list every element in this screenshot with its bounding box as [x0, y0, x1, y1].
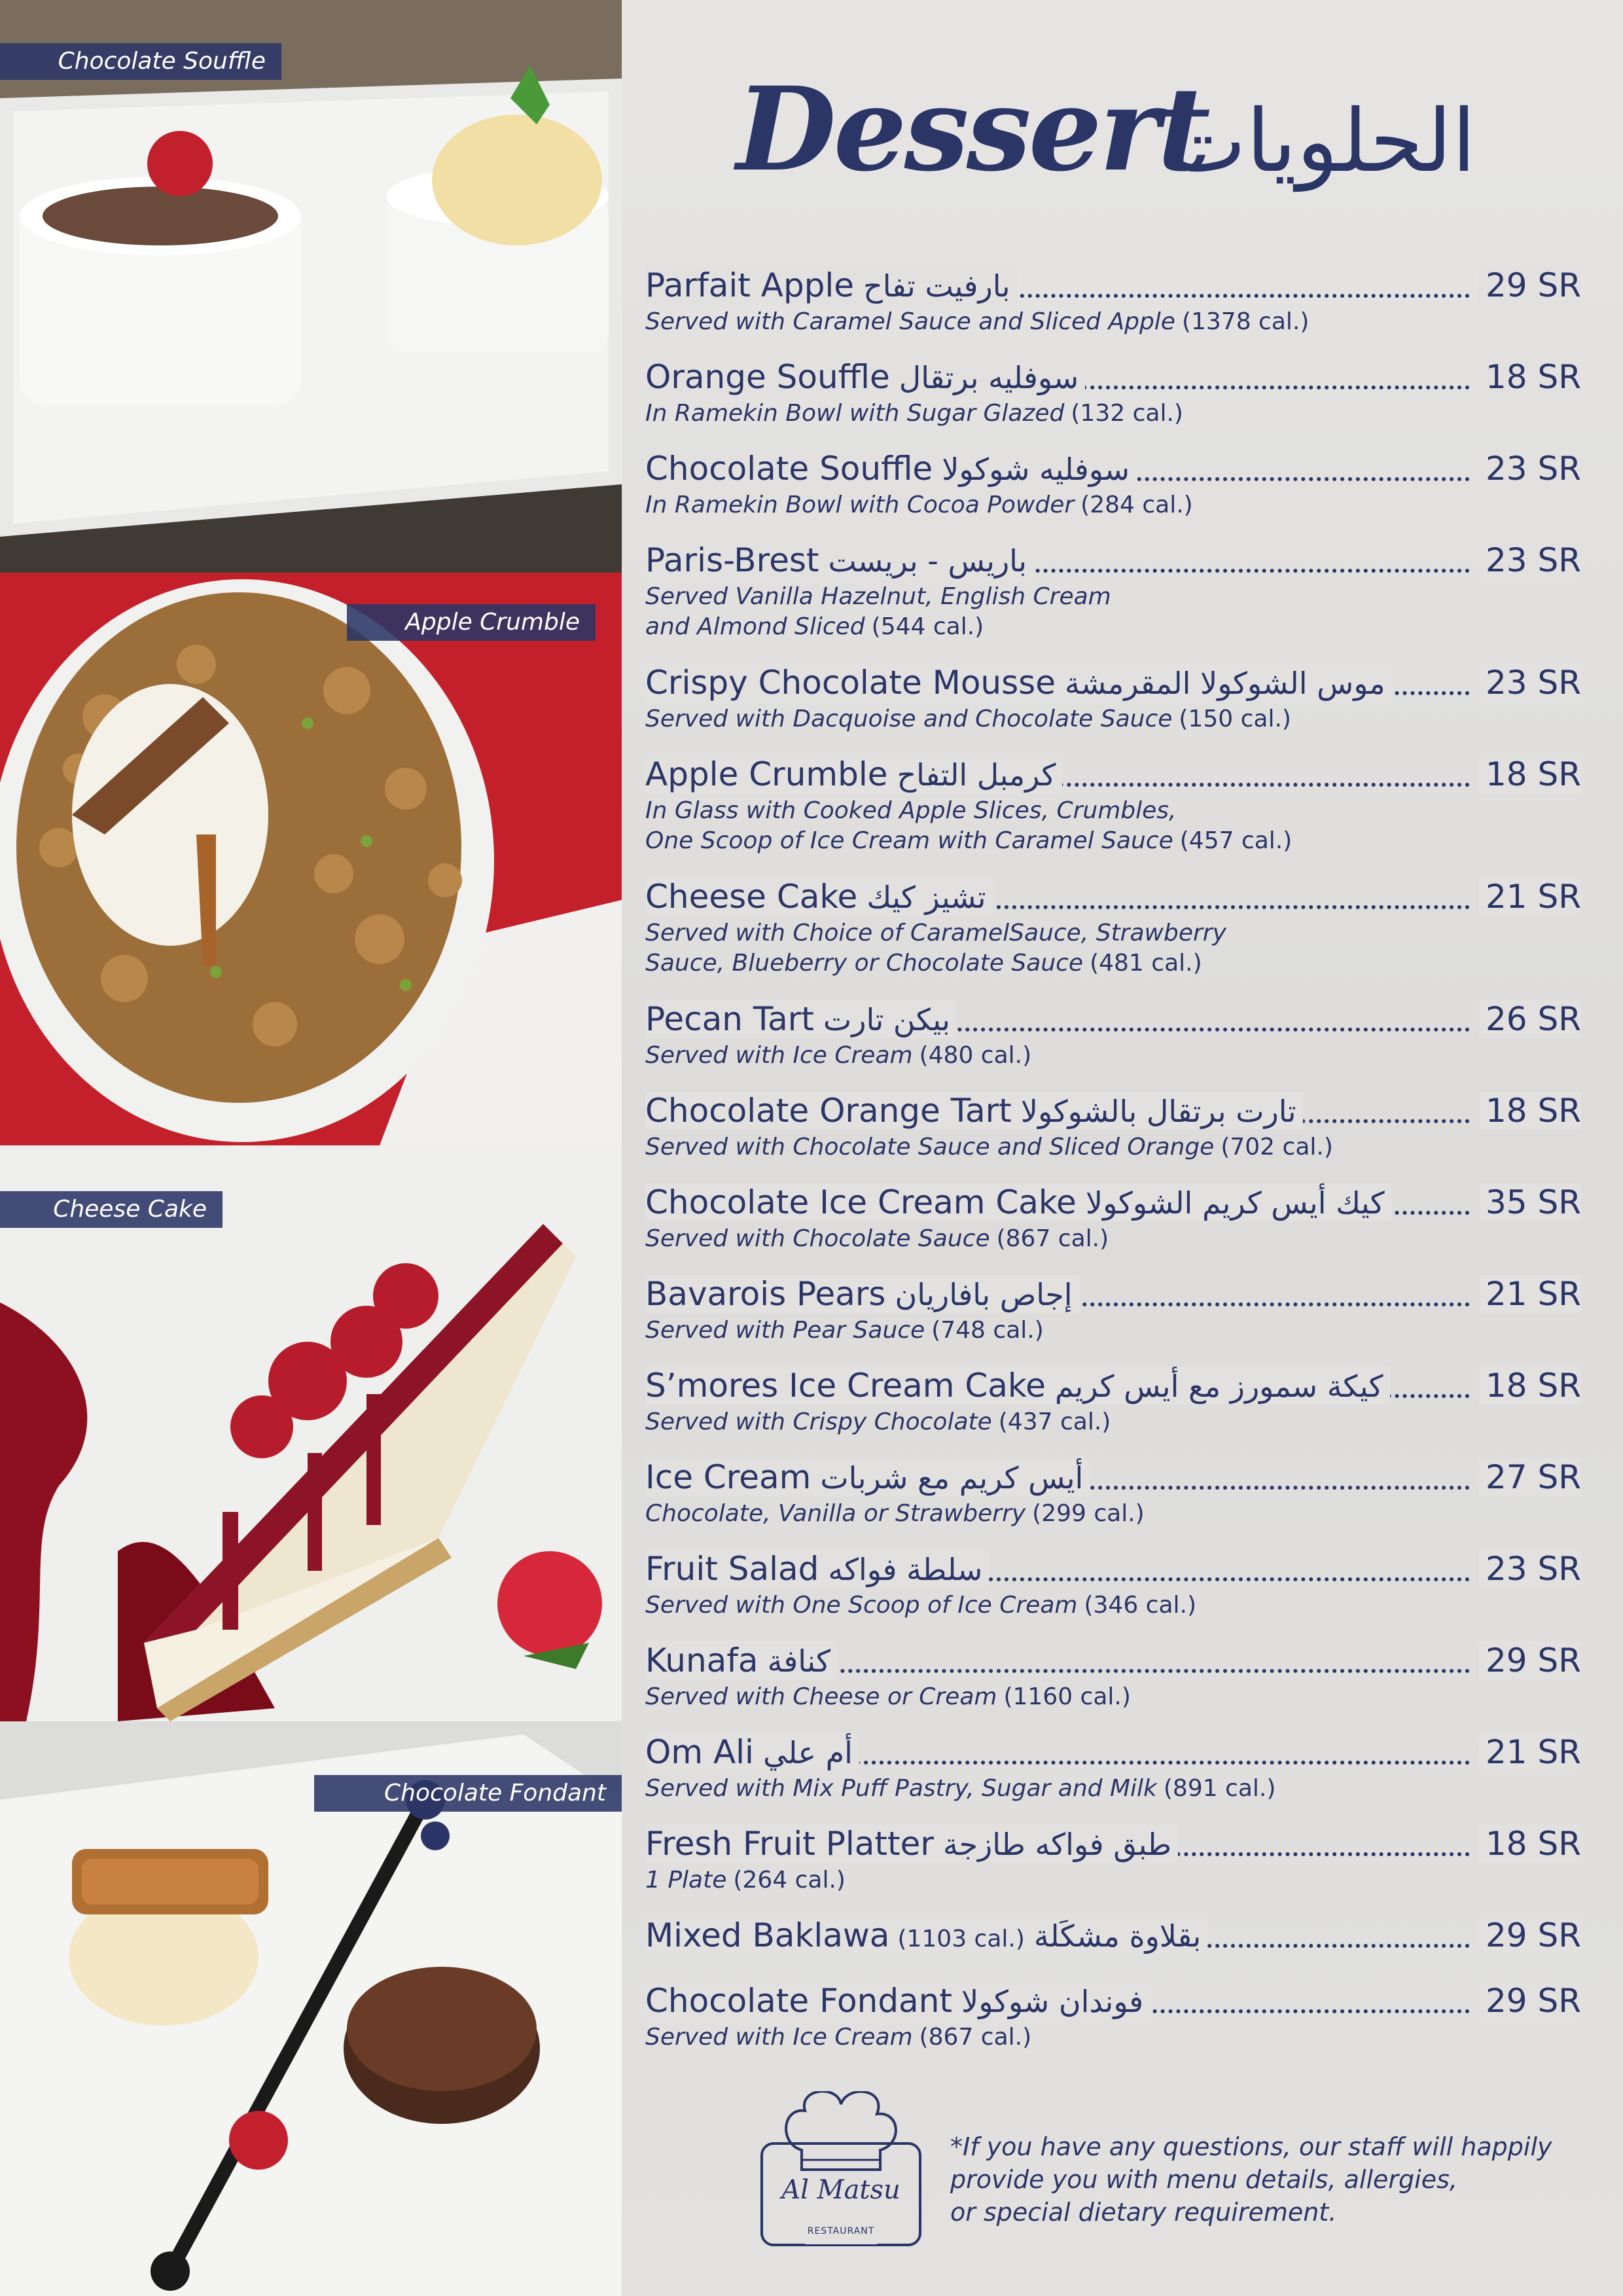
menu-item-name: Paris-Brest — [645, 541, 819, 579]
logo-subtext: RESTAURANT — [807, 2226, 875, 2236]
menu-item-name: Cheese Cake — [645, 878, 858, 916]
menu-item-title — [645, 1550, 989, 1588]
menu-item-name: Om Ali — [645, 1733, 754, 1771]
menu-item-calories: (264 cal.) — [733, 1867, 846, 1893]
menu-item-line — [645, 875, 1581, 918]
menu-item-name-arabic: تشيز كيك — [866, 880, 986, 915]
menu-item-price: 18 SR — [1479, 1367, 1581, 1405]
menu-item-description — [645, 1774, 1581, 1804]
menu-item-calories: (437 cal.) — [998, 1408, 1111, 1435]
menu-item-title — [645, 1458, 1090, 1496]
menu-item-description — [645, 582, 1581, 612]
menu-item-name: Ice Cream — [645, 1458, 812, 1496]
menu-item-price: 18 SR — [1479, 1825, 1581, 1863]
description-text: Served with Cheese or Cream — [645, 1683, 997, 1710]
menu-item-name-arabic: طبق فواكه طازجة — [942, 1827, 1172, 1862]
description-text: Served with Chocolate Sauce — [645, 1225, 990, 1252]
description-text: In Ramekin Bowl with Cocoa Powder — [645, 492, 1075, 518]
menu-item-name-arabic: كرمبل التفاح — [897, 757, 1056, 793]
menu-item-title — [645, 266, 1017, 304]
description-text: Served with Ice Cream — [645, 2024, 913, 2051]
menu-item-description — [645, 1682, 1581, 1712]
menu-item-description — [645, 1224, 1581, 1254]
menu-item-title — [645, 755, 1062, 793]
menu-item-name-arabic: كيك أيس كريم الشوكولا — [1085, 1185, 1385, 1221]
description-text: Served with Mix Puff Pastry, Sugar and Milk — [645, 1775, 1157, 1802]
menu-item-calories: (702 cal.) — [1221, 1134, 1333, 1160]
menu-item-calories: (346 cal.) — [1084, 1592, 1197, 1619]
menu-item-name-arabic: سلطة فواكه — [828, 1552, 983, 1587]
menu-item-line — [645, 1089, 1581, 1132]
menu-item-name: Orange Souffle — [645, 358, 890, 396]
menu-item — [645, 875, 1581, 978]
menu-item-line — [645, 997, 1581, 1041]
menu-item-description — [645, 1316, 1581, 1346]
menu-item-name: Kunafa — [645, 1641, 758, 1679]
menu-item-price: 23 SR — [1479, 1550, 1581, 1588]
menu-item-line — [645, 539, 1581, 582]
menu-item-line — [645, 1639, 1581, 1682]
menu-item-name: Fresh Fruit Platter — [645, 1825, 934, 1863]
description-text: Served with One Scoop of Ice Cream — [645, 1592, 1078, 1619]
photo-label: Cheese Cake — [0, 1191, 223, 1228]
menu-item-title — [645, 1275, 1079, 1313]
menu-item — [645, 1914, 1581, 1957]
menu-item-title — [645, 1092, 1303, 1130]
menu-item-name-arabic: باريس - بريست — [828, 543, 1027, 579]
menu-item-title — [645, 664, 1392, 702]
menu-item-calories: (867 cal.) — [996, 1225, 1109, 1252]
menu-item-description — [645, 399, 1581, 429]
description-text: Served with Dacquoise and Chocolate Sauce — [645, 706, 1173, 732]
menu-item-description — [645, 826, 1581, 856]
chef-hat-icon — [759, 2091, 923, 2248]
description-text: Chocolate, Vanilla or Strawberry — [645, 1500, 1026, 1527]
footnote-line: *If you have any questions, our staff will happily — [950, 2132, 1552, 2161]
menu-item-calories: (748 cal.) — [931, 1317, 1044, 1344]
menu-item-name-arabic: بقلاوة مشكَلة — [1033, 1918, 1202, 1954]
description-text: Served with Pear Sauce — [645, 1317, 925, 1344]
menu-item-name: Pecan Tart — [645, 1000, 814, 1038]
menu-item — [645, 1089, 1581, 1162]
menu-item-description — [645, 796, 1581, 826]
description-text: In Glass with Cooked Apple Slices, Crumbles, — [645, 797, 1177, 824]
menu-item-description — [645, 1041, 1581, 1071]
menu-item-title — [645, 1367, 1390, 1405]
menu-item-name-arabic: موس الشوكولا المقرمشة — [1064, 666, 1385, 701]
menu-item-line — [645, 1731, 1581, 1774]
description-text: One Scoop of Ice Cream with Caramel Sauce — [645, 827, 1173, 854]
menu-item-name-arabic: فوندان شوكولا — [961, 1984, 1144, 2019]
menu-item-calories: (481 cal.) — [1090, 950, 1202, 977]
menu-item-calories: (284 cal.) — [1080, 492, 1193, 518]
menu-item-description — [645, 704, 1581, 734]
menu-item-name-arabic: بيكن تارت — [823, 1002, 950, 1037]
menu-item-title — [645, 1825, 1178, 1863]
description-text: Served with Caramel Sauce and Sliced Apple — [645, 308, 1175, 335]
menu-item-calories: (1103 cal.) — [897, 1926, 1025, 1952]
menu-item — [645, 1547, 1581, 1621]
menu-item-calories: (299 cal.) — [1032, 1500, 1145, 1527]
menu-item-price: 18 SR — [1479, 358, 1581, 396]
menu-item-name: Bavarois Pears — [645, 1275, 886, 1313]
menu-item-calories: (867 cal.) — [919, 2024, 1032, 2051]
menu-item-price: 18 SR — [1479, 755, 1581, 793]
menu-item-line — [645, 1456, 1581, 1499]
photo-label: Apple Crumble — [347, 604, 596, 641]
menu-item-name: Chocolate Ice Cream Cake — [645, 1183, 1077, 1221]
menu-item-title — [645, 1733, 859, 1771]
description-text: Served with Ice Cream — [645, 1042, 913, 1069]
footnote-line: or special dietary requirement. — [950, 2198, 1337, 2227]
menu-item — [645, 1456, 1581, 1529]
menu-item — [645, 264, 1581, 337]
photo-column — [0, 0, 622, 2296]
menu-item-description — [645, 918, 1581, 948]
description-text: Served with Chocolate Sauce and Sliced Orange — [645, 1134, 1215, 1160]
menu-item-title — [645, 1183, 1391, 1221]
menu-item-description — [645, 612, 1581, 642]
menu-item-price: 35 SR — [1479, 1183, 1581, 1221]
photo-label: Chocolate Fondant — [314, 1775, 622, 1812]
menu-item-description — [645, 1865, 1581, 1895]
menu-item-name: Chocolate Fondant — [645, 1982, 952, 2020]
chocolate-fondant-photo — [0, 1721, 622, 2296]
menu-item-line — [645, 1272, 1581, 1316]
menu-item-line — [645, 661, 1581, 704]
menu-item-price: 29 SR — [1479, 1916, 1581, 1954]
menu-item-name-arabic: إجاص بافاريان — [895, 1277, 1073, 1312]
logo-script: Al Matsu — [781, 2175, 901, 2205]
description-text: and Almond Sliced — [645, 613, 865, 640]
menu-item-price: 23 SR — [1479, 664, 1581, 702]
menu-item-description — [645, 490, 1581, 520]
menu-item-line — [645, 1914, 1581, 1957]
menu-item-line — [645, 1181, 1581, 1224]
menu-item-line — [645, 753, 1581, 796]
menu-item-line — [645, 1822, 1581, 1865]
menu-item-price: 23 SR — [1479, 541, 1581, 579]
menu-item-name-arabic: سوفليه شوكولا — [942, 452, 1130, 487]
menu-item — [645, 997, 1581, 1071]
description-text: 1 Plate — [645, 1867, 727, 1893]
menu-item-name: Fruit Salad — [645, 1550, 819, 1588]
menu-item-name: Apple Crumble — [645, 755, 888, 793]
menu-item-title — [645, 878, 993, 916]
description-text: Served Vanilla Hazelnut, English Cream — [645, 583, 1111, 610]
menu-item-calories: (891 cal.) — [1163, 1775, 1276, 1802]
menu-item-price: 21 SR — [1479, 1275, 1581, 1313]
menu-item-price: 27 SR — [1479, 1458, 1581, 1496]
menu-item — [645, 447, 1581, 520]
menu-item-name: S’mores Ice Cream Cake — [645, 1367, 1046, 1405]
footnote-line: provide you with menu details, allergies, — [950, 2165, 1457, 2194]
menu-item — [645, 1731, 1581, 1804]
menu-item-description — [645, 1590, 1581, 1621]
menu-item-price: 18 SR — [1479, 1092, 1581, 1130]
menu-item-line — [645, 355, 1581, 399]
menu-item-price: 21 SR — [1479, 878, 1581, 916]
menu-item — [645, 1272, 1581, 1346]
menu-item — [645, 1364, 1581, 1437]
menu-item-description — [645, 2022, 1581, 2053]
menu-item-price: 21 SR — [1479, 1733, 1581, 1771]
description-text: Sauce, Blueberry or Chocolate Sauce — [645, 950, 1084, 977]
menu-item-calories: (1160 cal.) — [1003, 1683, 1131, 1710]
menu-item — [645, 753, 1581, 856]
menu-item-name: Parfait Apple — [645, 266, 855, 304]
menu-item-line — [645, 1547, 1581, 1590]
menu-item-price: 23 SR — [1479, 450, 1581, 488]
description-text: In Ramekin Bowl with Sugar Glazed — [645, 400, 1065, 427]
apple-crumble-photo — [0, 573, 622, 1145]
photo-label: Chocolate Souffle — [0, 43, 281, 80]
menu-item-calories: (132 cal.) — [1071, 400, 1183, 427]
description-text: Served with Crispy Chocolate — [645, 1408, 992, 1435]
menu-item-name: Chocolate Orange Tart — [645, 1092, 1012, 1130]
menu-item-title — [645, 358, 1085, 396]
menu-item-name-arabic: أم علي — [762, 1735, 853, 1770]
menu-item-calories: (544 cal.) — [871, 613, 984, 640]
menu-item-name-arabic: أيس كريم مع شربات — [820, 1460, 1084, 1496]
menu-item — [645, 1979, 1581, 2053]
menu-item-line — [645, 264, 1581, 307]
menu-item — [645, 1822, 1581, 1895]
menu-item-description — [645, 1407, 1581, 1437]
menu-item-price: 29 SR — [1479, 1641, 1581, 1679]
menu-item-title — [645, 1000, 957, 1038]
menu-item-description — [645, 307, 1581, 337]
menu-item — [645, 661, 1581, 734]
cheese-cake-photo — [0, 1145, 622, 1721]
menu-item-calories: (1378 cal.) — [1181, 308, 1310, 335]
menu-item — [645, 1181, 1581, 1254]
footnote — [950, 2130, 1605, 2229]
menu-item-line — [645, 1364, 1581, 1407]
menu-item-description — [645, 1499, 1581, 1529]
menu-item-name-arabic: تارت برتقال بالشوكولا — [1020, 1094, 1296, 1129]
menu-item-name: Crispy Chocolate Mousse — [645, 664, 1056, 702]
menu-item-title — [645, 1982, 1150, 2020]
menu-item-name-arabic: كيكة سمورز مع أيس كريم — [1054, 1369, 1383, 1404]
menu-item — [645, 355, 1581, 429]
menu-item-line — [645, 1979, 1581, 2022]
menu-item-name: Mixed Baklawa — [645, 1916, 890, 1954]
menu-item-description — [645, 1132, 1581, 1162]
page-title: Dessert — [736, 62, 1208, 197]
menu-item-title — [645, 1916, 1207, 1954]
menu-item — [645, 539, 1581, 642]
menu-item-title — [645, 450, 1136, 488]
menu-item-title — [645, 541, 1033, 579]
menu-item-name-arabic: كنافة — [767, 1643, 831, 1679]
menu-item-price: 29 SR — [1479, 266, 1581, 304]
description-text: Served with Choice of CaramelSauce, Strawberry — [645, 920, 1226, 946]
chocolate-souffle-photo — [0, 0, 622, 573]
menu-item — [645, 1639, 1581, 1712]
menu-item-calories: (480 cal.) — [919, 1042, 1032, 1069]
restaurant-logo — [759, 2091, 923, 2248]
menu-item-line — [645, 447, 1581, 490]
menu-item-description — [645, 948, 1581, 978]
menu-item-calories: (150 cal.) — [1179, 706, 1291, 732]
menu-item-name-arabic: بارفيت تفاح — [863, 268, 1010, 304]
menu-item-price: 26 SR — [1479, 1000, 1581, 1038]
menu-item-calories: (457 cal.) — [1179, 827, 1293, 854]
menu-item-name-arabic: سوفليه برتقال — [899, 360, 1079, 395]
menu-item-price: 29 SR — [1479, 1982, 1581, 2020]
menu-item-title — [645, 1641, 837, 1679]
page-title-arabic: الحلويات — [1165, 91, 1476, 192]
menu-item-name: Chocolate Souffle — [645, 450, 933, 488]
